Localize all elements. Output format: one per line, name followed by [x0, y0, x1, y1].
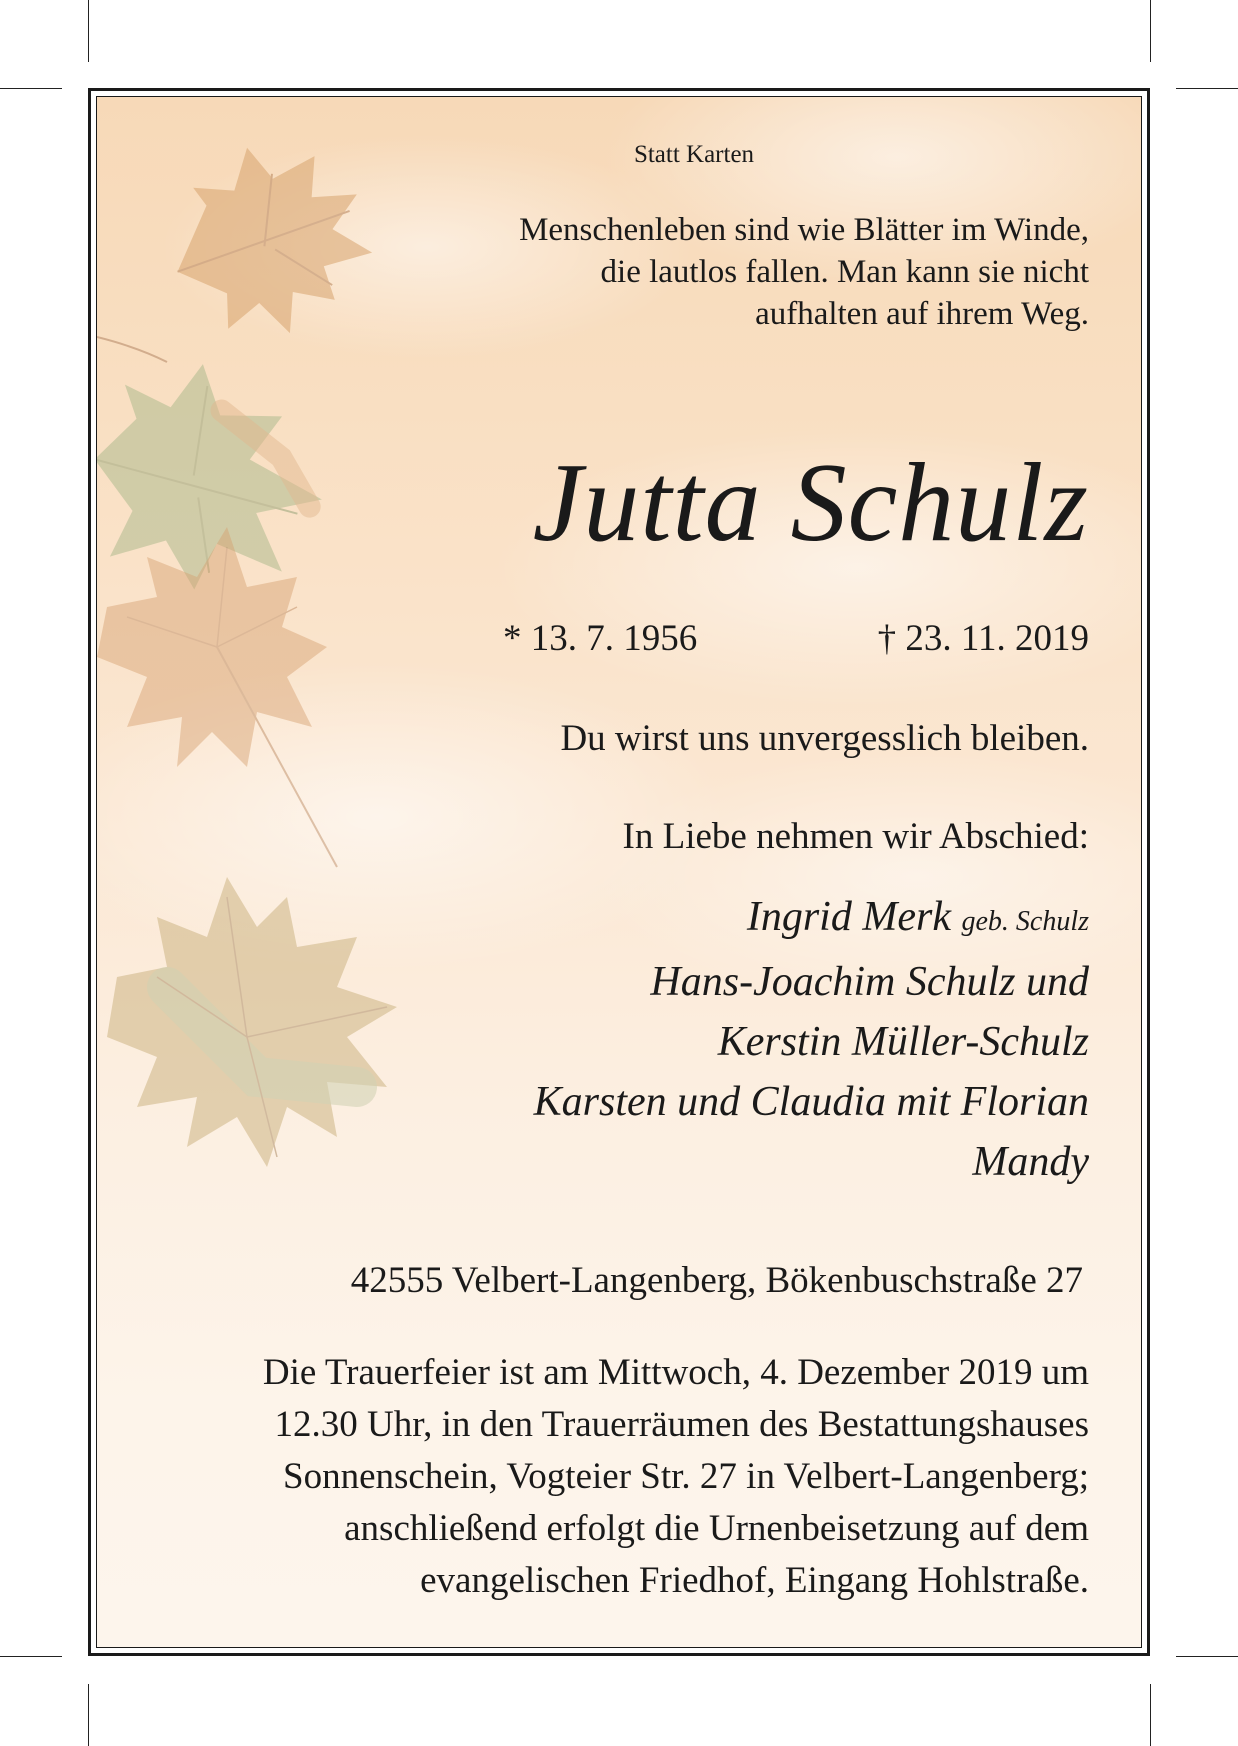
- mourner-item: [534, 952, 1089, 1012]
- memory-line: Du wirst uns unvergesslich bleiben.: [560, 718, 1089, 759]
- crop-mark-left-top: [0, 88, 62, 89]
- crop-mark-bottom-right: [1150, 1684, 1151, 1746]
- death-date: † 23. 11. 2019: [877, 618, 1089, 659]
- crop-mark-bottom-left: [88, 1684, 89, 1746]
- service-line: Die Trauerfeier ist am Mittwoch, 4. Dezember 2019 um: [262, 1352, 1089, 1393]
- motto-line: Menschenleben sind wie Blätter im Winde,: [519, 212, 1089, 248]
- obituary-text: [97, 97, 1141, 1647]
- crop-mark-right-top: [1176, 88, 1238, 89]
- mourner-item: [534, 887, 1089, 952]
- deceased-name: Jutta Schulz: [532, 441, 1089, 565]
- service-line: evangelischen Friedhof, Eingang Hohlstraße.: [420, 1560, 1089, 1601]
- mourners-list: [534, 887, 1089, 1192]
- mourner-name: Ingrid Merk: [746, 894, 951, 940]
- crop-mark-top-left: [88, 0, 89, 62]
- mourner-item: [534, 1132, 1089, 1192]
- service-line: Sonnenschein, Vogteier Str. 27 in Velbert-Langenberg;: [283, 1456, 1089, 1497]
- birth-date: * 13. 7. 1956: [503, 618, 698, 659]
- service-line: 12.30 Uhr, in den Trauerräumen des Bestattungshauses: [274, 1404, 1089, 1445]
- crop-mark-left-bottom: [0, 1656, 62, 1657]
- motto-line: die lautlos fallen. Man kann sie nicht: [600, 254, 1089, 290]
- motto-line: aufhalten auf ihrem Weg.: [755, 296, 1089, 332]
- mourner-name: Mandy: [972, 1139, 1089, 1185]
- farewell-intro: In Liebe nehmen wir Abschied:: [622, 816, 1089, 857]
- service-line: anschließend erfolgt die Urnenbeisetzung auf dem: [344, 1508, 1089, 1549]
- motto-quote: [519, 209, 1089, 335]
- family-address: 42555 Velbert-Langenberg, Bökenbuschstraße 27: [350, 1260, 1083, 1301]
- mourner-item: [534, 1012, 1089, 1072]
- header-label: Statt Karten: [633, 141, 755, 168]
- funeral-service-info: [137, 1347, 1089, 1607]
- mourner-name: Karsten und Claudia mit Florian: [533, 1079, 1089, 1125]
- crop-mark-right-bottom: [1176, 1656, 1238, 1657]
- crop-mark-top-right: [1150, 0, 1151, 62]
- mourner-name: Kerstin Müller-Schulz: [717, 1019, 1089, 1065]
- mourner-name: Hans-Joachim Schulz und: [650, 959, 1089, 1005]
- mourner-item: [534, 1072, 1089, 1132]
- mourner-suffix: geb. Schulz: [961, 906, 1089, 937]
- obituary-card: [96, 96, 1142, 1648]
